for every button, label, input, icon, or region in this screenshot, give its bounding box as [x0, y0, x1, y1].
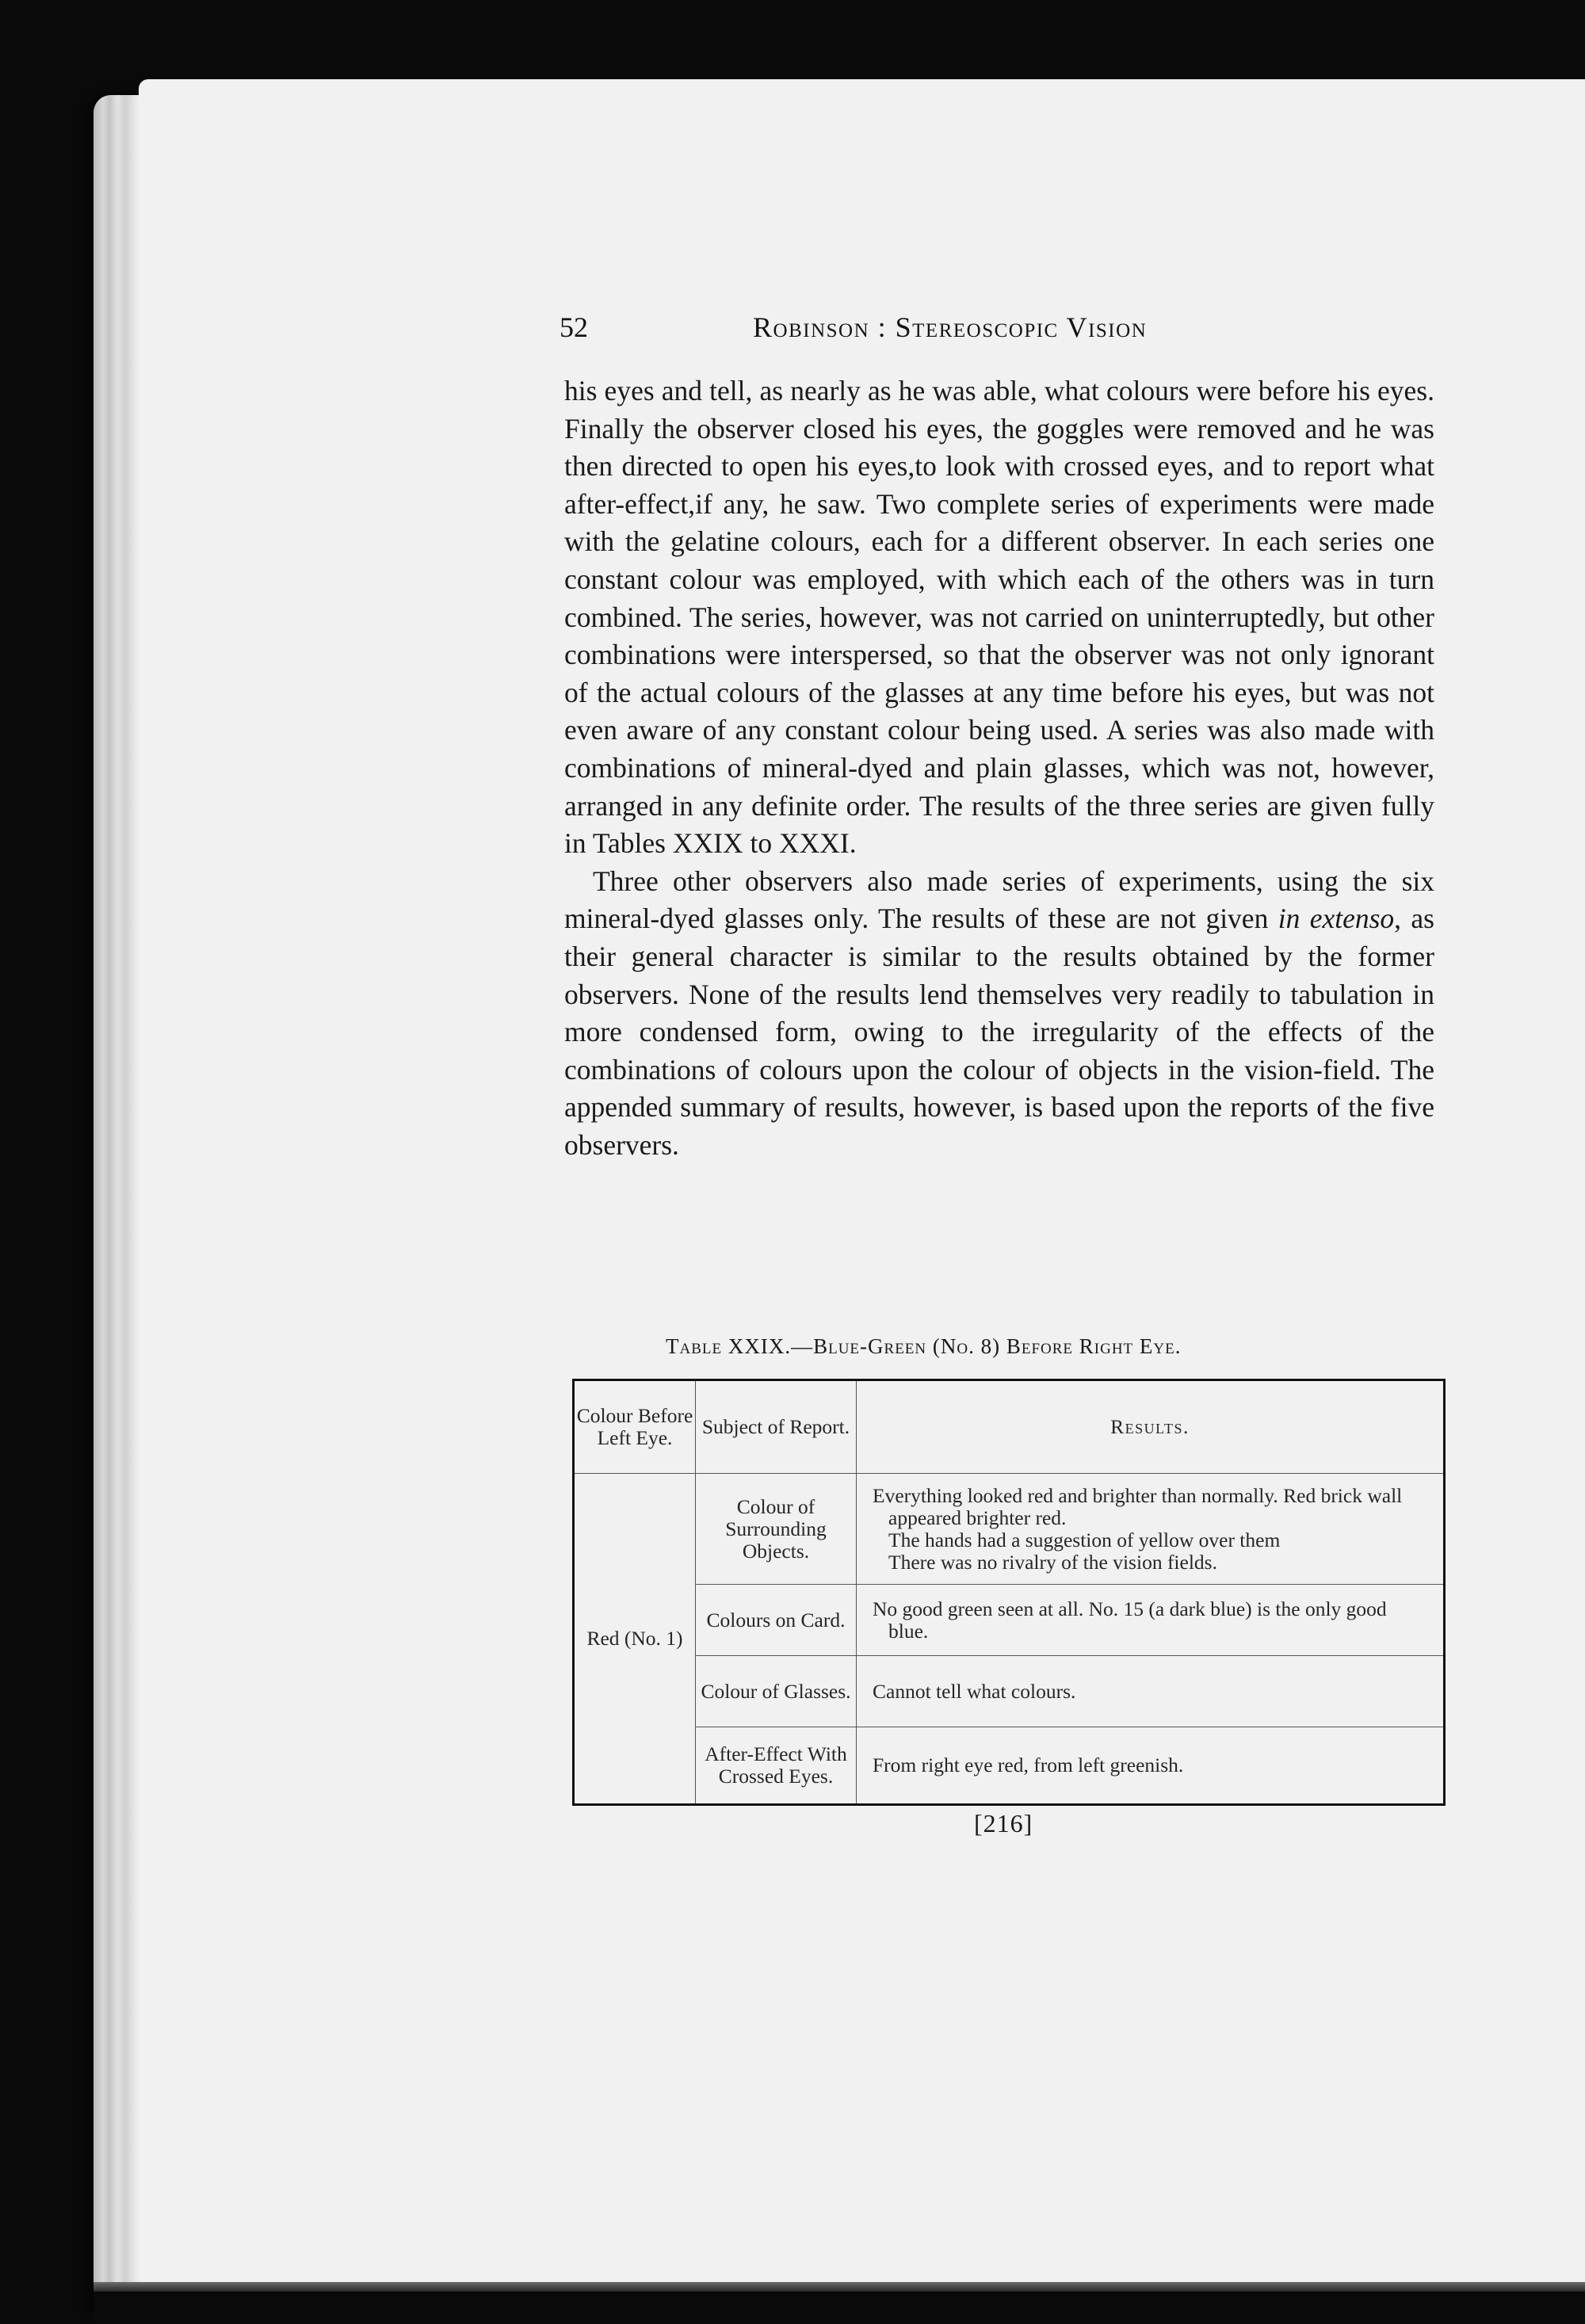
result-line: Everything looked red and brighter than normally. Red brick wall appeared brighter red. [873, 1483, 1403, 1529]
results-table [572, 1379, 1446, 1806]
running-header [560, 311, 1450, 342]
bracketed-page-number: [216] [974, 1809, 1033, 1837]
running-title: Robinson : Stereoscopic Vision [753, 311, 1148, 343]
results-cell [857, 1585, 1445, 1656]
paragraph-2-italic: in extenso [1278, 903, 1395, 935]
table-row [574, 1474, 1445, 1585]
table-row [574, 1585, 1445, 1656]
page-number: 52 [560, 311, 588, 343]
table-header-row [574, 1380, 1445, 1474]
result-line: There was no rivalry of the vision fields. [888, 1550, 1217, 1574]
subject-cell: After-Effect With Crossed Eyes. [696, 1727, 857, 1805]
result-line: From right eye red, from left greenish. [873, 1753, 1184, 1776]
paragraph-2-part-2: , as their general character is similar to the results obtained by the former observers. None of the results lend themselves very readily to tabulation in more condensed form, owing to the irregularity of the effects of the combinations of colours upon the colour of objects in the vision-field. The appended summary of results, however, is based upon the reports of the five observers. [564, 903, 1434, 1161]
subject-cell: Colour of Glasses. [696, 1656, 857, 1727]
result-line: Cannot tell what colours. [873, 1679, 1076, 1703]
paragraph-2-part-1: Three other observers also made series of experiments, using the six mineral-dyed glasses only. The results of these are not given [564, 864, 1434, 935]
paragraph-1: his eyes and tell, as nearly as he was able, what colours were before his eyes. Finally the observer closed his eyes, the goggles were removed and he was then directed to open his eyes,to look with crossed eyes, and to report what after-effect,if any, he saw. Two complete series of experiments were made with the gelatine colours, each for a different observer. In each series one constant colour was employed, with which each of the others was in turn combined. The series, however, was not carried on uninterruptedly, but other combinations were interspersed, so that the observer was not only ignorant of the actual colours of the glasses at any time before his eyes, but was not even aware of any constant colour being used. A series was also made with combinations of mineral-dyed and plain glasses, which was not, however, arranged in any definite order. The results of the three series are given fully in Tables XXIX to XXXI. [564, 375, 1434, 860]
subject-cell: Colours on Card. [696, 1585, 857, 1656]
table-row [574, 1727, 1445, 1805]
table-row [574, 1656, 1445, 1727]
header-colour-before-left-eye: Colour Before Left Eye. [574, 1380, 696, 1474]
page-bottom-shadow [94, 2282, 1585, 2292]
table-caption: Table XXIX.—Blue-Green (No. 8) Before Right Eye. [666, 1334, 1182, 1358]
results-cell [857, 1656, 1445, 1727]
header-subject-of-report: Subject of Report. [696, 1380, 857, 1474]
subject-cell: Colour of Surrounding Objects. [696, 1474, 857, 1585]
scan-bottom-edge [94, 2282, 1585, 2324]
paragraph-2 [564, 863, 1434, 1165]
result-line: The hands had a suggestion of yellow over them [888, 1528, 1281, 1551]
result-line: No good green seen at all. No. 15 (a dark blue) is the only good blue. [873, 1597, 1387, 1643]
results-cell [857, 1727, 1445, 1805]
results-cell [857, 1474, 1445, 1585]
body-text [564, 372, 1434, 1164]
colour-before-left-eye-cell: Red (No. 1) [574, 1474, 696, 1805]
header-results: Results. [857, 1380, 1445, 1474]
